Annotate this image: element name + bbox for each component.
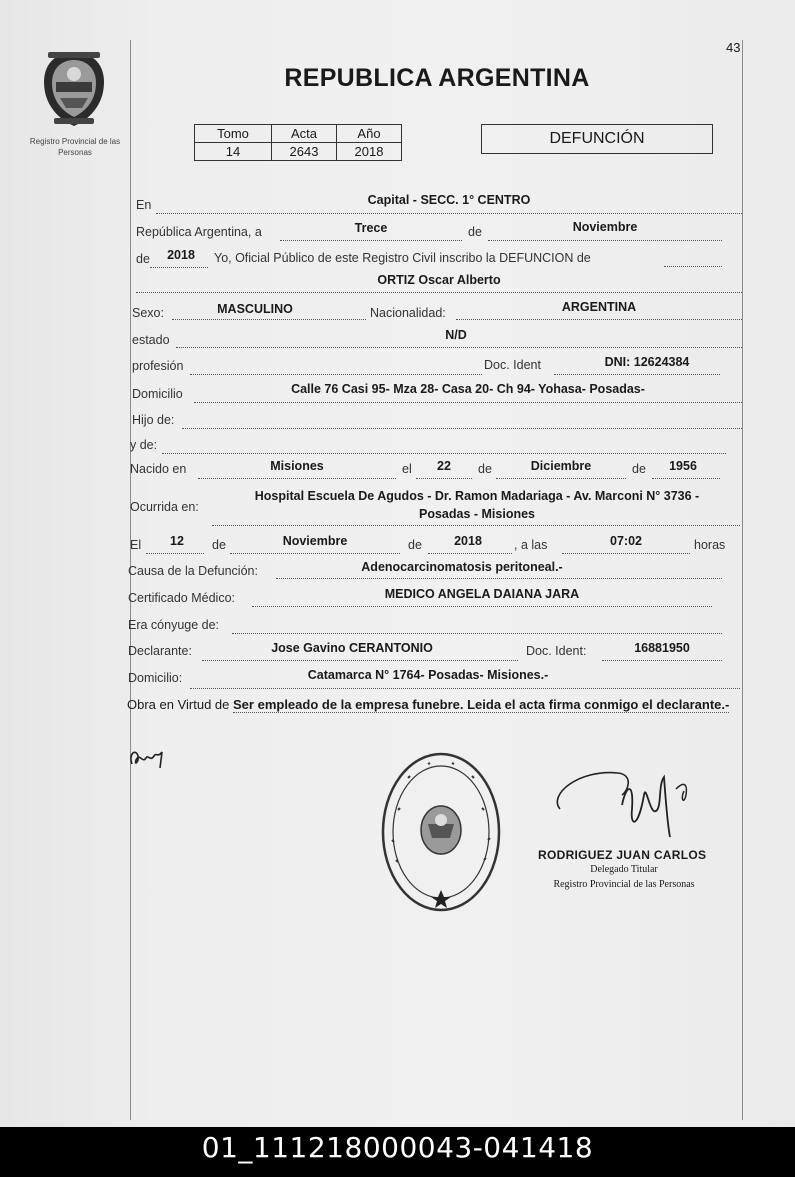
doc-type-box: DEFUNCIÓN [481,124,713,154]
label-horas: horas [694,538,726,552]
label-de-b: de [632,462,646,476]
label-de-a: de [478,462,492,476]
label-de: de [468,225,482,239]
value-domicilio: Calle 76 Casi 95- Mza 28- Casa 20- Ch 94- Yohasa- Posadas- [291,382,645,396]
province-emblem-icon [38,48,110,130]
label-nacido-en: Nacido en [130,462,187,476]
initials-mark [126,742,174,772]
label-de-c: de [212,538,226,552]
value-dni: DNI: 12624384 [604,355,690,369]
label-conyuge: Era cónyuge de: [128,618,220,632]
value-causa: Adenocarcinomatosis peritoneal.- [361,560,563,574]
value-ocurrida-line1: Hospital Escuela De Agudos - Dr. Ramon Madariaga - Av. Marconi N° 3736 - [254,489,700,503]
label-hijo-de: Hijo de: [132,413,175,427]
value-mes: Noviembre [572,220,638,234]
header-acta: Acta [272,125,337,143]
value-estado: N/D [445,328,467,342]
label-de-line3: de [136,252,150,266]
label-domicilio2: Domicilio: [128,671,183,685]
value-declarante-domicilio: Catamarca N° 1764- Posadas- Misiones.- [307,668,549,682]
value-def-dia: 12 [170,534,184,548]
signature-mark [538,765,708,845]
signature-office: Registro Provincial de las Personas [553,879,695,890]
label-estado: estado [132,333,170,347]
value-anio: 2018 [167,248,195,262]
value-certificado: MEDICO ANGELA DAIANA JARA [384,587,580,601]
label-profesion: profesión [132,359,184,373]
value-ocurrida-line2: Posadas - Misiones [418,507,535,521]
label-certificado: Certificado Médico: [128,591,235,605]
label-el: el [402,462,412,476]
label-doc-ident2: Doc. Ident: [526,644,587,658]
value-lugar: Capital - SECC. 1° CENTRO [367,193,531,207]
value-tomo: 14 [195,143,272,161]
registry-caption: Registro Provincial de las Personas [29,137,121,157]
label-republica: República Argentina, a [136,225,262,239]
label-declarante: Declarante: [128,644,192,658]
label-domicilio: Domicilio [132,387,183,401]
label-oficial: Yo, Oficial Público de este Registro Civil inscribo la DEFUNCION de [214,251,591,265]
value-nac-mes: Diciembre [530,459,592,473]
value-nacionalidad: ARGENTINA [561,300,637,314]
page-number: 43 [726,40,741,55]
value-sexo: MASCULINO [217,302,293,316]
value-def-hora: 07:02 [610,534,642,548]
label-causa: Causa de la Defunción: [128,564,258,578]
obra-paragraph [127,696,741,713]
value-acta: 2643 [272,143,337,161]
value-obra: Ser empleado de la empresa funebre. Leida el acta firma conmigo el declarante.- [233,697,730,712]
value-def-anio: 2018 [454,534,482,548]
registry-seal-icon [378,750,504,914]
value-nac-anio: 1956 [669,459,697,473]
dotted-line [232,617,722,634]
label-doc-ident: Doc. Ident [484,358,541,372]
label-de-d: de [408,538,422,552]
label-obra: Obra en Virtud de [127,697,230,712]
dotted-line [190,358,482,375]
label-ocurrida-en: Ocurrida en: [130,500,199,514]
label-sexo: Sexo: [132,306,164,320]
dotted-line [162,437,726,454]
left-margin-rule [130,40,131,1120]
value-nac-dia: 22 [437,459,451,473]
label-en: En [136,198,152,212]
dotted-line [182,412,742,429]
value-nacido-en: Misiones [270,459,324,473]
right-margin-rule [742,40,743,1120]
header-anio: Año [337,125,402,143]
signature-role: Delegado Titular [590,864,658,875]
value-declarante-doc: 16881950 [634,641,690,655]
page-title: REPUBLICA ARGENTINA [284,64,590,92]
label-a-las: , a las [514,538,548,552]
signature-name: RODRIGUEZ JUAN CARLOS [538,848,707,862]
value-dia-texto: Trece [354,221,388,235]
value-nombre: ORTIZ Oscar Alberto [377,273,501,287]
dotted-line [212,509,740,526]
dotted-line [664,250,722,267]
label-y-de: y de: [130,438,158,452]
label-nacionalidad: Nacionalidad: [370,306,446,320]
value-def-mes: Noviembre [282,534,348,548]
label-el-cap: El [130,538,142,552]
header-tomo: Tomo [195,125,272,143]
acta-table [194,124,402,161]
footer-code: 01_111218000043-041418 [0,1127,795,1177]
value-declarante: Jose Gavino CERANTONIO [271,641,433,655]
value-anio: 2018 [337,143,402,161]
